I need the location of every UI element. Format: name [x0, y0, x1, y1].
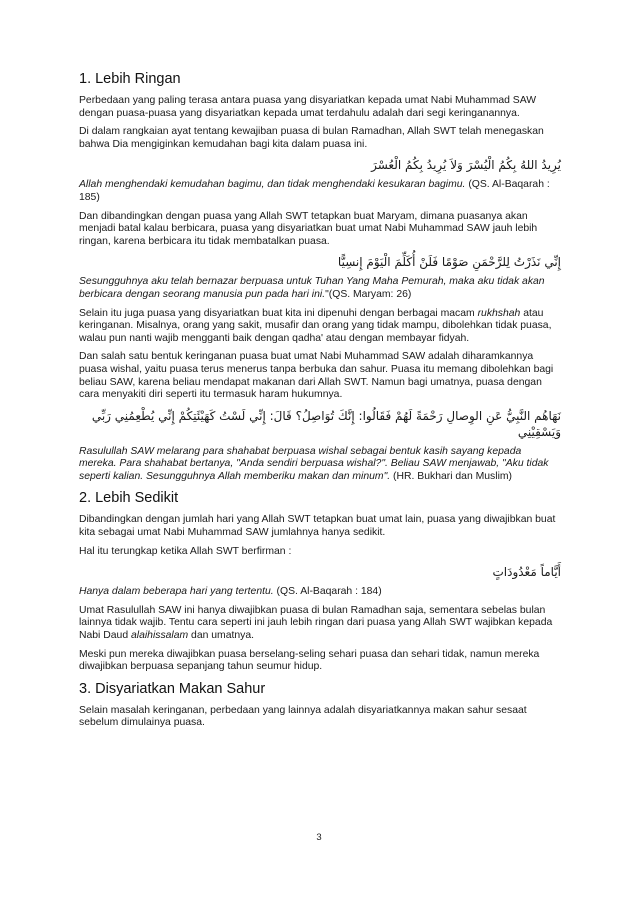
section-heading: 1. Lebih Ringan	[79, 71, 181, 87]
arabic-verse: إِنِّي نَذَرْتُ لِلرَّحْمَنِ صَوْمًا فَلَنْ أُكَلِّمَ الْيَوْمَ إِنسِيًّا	[337, 255, 561, 270]
text-span: dan umatnya.	[188, 630, 255, 642]
hadith-translation	[79, 446, 561, 484]
arabic-hadith: نَهَاهُم النَّبِيُّ عَنِ الوِصالِ رَحْمَةً لَهُمْ فَقَالُوا: إِنَّكَ تُوَاصِلُ؟ قَالَ: إِنِّي لَسْتُ كَهَيْئَتِكُمْ إِنِّي يُطْعِمُنِي رَبِّي وَيَسْقِيْنِي	[91, 408, 561, 439]
document-page	[79, 70, 561, 736]
paragraph: Perbedaan yang paling terasa antara puasa yang disyariatkan kepada umat Nabi Muhammad SAW dengan puasa-puasa yang disyariatkan kepada umat terdahulu adalah dari segi keringanannya.	[79, 95, 537, 119]
translation-text: Sesungguhnya aku telah bernazar berpuasa untuk Tuhan Yang Maha Pemurah, maka aku tidak akan berbicara dengan seorang manusia pun pada hari ini.	[79, 276, 545, 300]
arabic-verse: يُرِيدُ اللهُ بِكُمُ الْيُسْرَ وَلاَ يُرِيدُ بِكُمُ الْعُسْرَ	[371, 158, 561, 173]
hadith-reference: (HR. Bukhari dan Muslim)	[390, 470, 512, 482]
text-span: Selain itu juga puasa yang disyariatkan buat kita ini dipenuhi dengan berbagai macam	[79, 307, 478, 319]
section-makan-sahur	[79, 680, 561, 730]
paragraph: Di dalam rangkaian ayat tentang kewajiban puasa di bulan Ramadhan, Allah SWT telah menegaskan bahwa Dia mengiginkan kemudahan bagi kita dalam puasa ini.	[79, 126, 544, 150]
translation-text: Rasulullah SAW melarang para shahabat berpuasa wishal sebagai bentuk kasih sayang kepada mereka. Para shahabat bertanya, "Anda sendiri berpuasa wishal?". Beliau SAW menjawab, "Aku tidak seperti kalian. Sesungguhnya Allah memberiku makan dan minum".	[79, 445, 549, 482]
page-number: 3	[316, 832, 322, 843]
paragraph	[79, 605, 561, 643]
translation-text: Hanya dalam beberapa hari yang tertentu.	[79, 586, 274, 598]
paragraph: Meski pun mereka diwajibkan puasa berselang-seling sehari puasa dan sehari tidak, namun mereka diwajibkan berpuasa sepanjang tahun seumur hidup.	[79, 648, 540, 673]
italic-term: rukhshah	[477, 307, 521, 319]
verse-reference: (QS. Al-Baqarah : 184)	[273, 586, 382, 598]
arabic-verse: أَيَّاماً مَعْدُودَاتٍ	[492, 565, 561, 580]
translation-text: Allah menghendaki kemudahan bagimu, dan tidak menghendaki kesukaran bagimu.	[79, 179, 466, 191]
italic-term: alaihissalam	[130, 630, 189, 642]
paragraph: Dibandingkan dengan jumlah hari yang Allah SWT tetapkan buat umat lain, puasa yang diwajibkan buat kita sebagai umat Nabi Muhammad SAW jumlahnya hanya sedikit.	[79, 514, 556, 539]
section-heading: 3. Disyariatkan Makan Sahur	[79, 680, 266, 697]
paragraph: Dan dibandingkan dengan puasa yang Allah SWT tetapkan buat Maryam, dimana puasanya akan menjadi batal kalau berbicara, puasa yang disyariatkan buat umat Nabi Muhammad SAW jauh lebih ringan, karena berbicara itu tidak membatalkan puasa.	[79, 210, 538, 247]
verse-translation	[79, 276, 561, 301]
text-span: atau keringanan. Misalnya, orang yang sakit, musafir dan orang yang tidak mampu, dibolehkan tidak puasa, walau pun nanti wajib mengganti baik dengan qadha' atau dengan membayar fidyah.	[79, 307, 552, 344]
text-span: Umat Rasulullah SAW ini hanya diwajibkan puasa di bulan Ramadhan saja, sementara sebelas bulan lainnya tidak wajib. Tentu cara seperti ini jauh lebih ringan dari puasa yang Allah SWT wajibkan kepada Nabi Daud	[79, 604, 553, 642]
paragraph: Selain masalah keringanan, perbedaan yang lainnya adalah disyariatkannya makan sahur sesaat sebelum dimulainya puasa.	[79, 704, 527, 729]
section-lebih-ringan	[79, 70, 561, 483]
verse-reference: (QS. Al-Baqarah : 185)	[79, 179, 550, 203]
section-heading: 2. Lebih Sedikit	[79, 490, 179, 507]
paragraph: Hal itu terungkap ketika Allah SWT berfirman :	[79, 545, 292, 557]
section-lebih-sedikit	[79, 489, 561, 673]
paragraph	[79, 308, 561, 346]
paragraph: Dan salah satu bentuk keringanan puasa buat umat Nabi Muhammad SAW adalah diharamkannya puasa wishal, yaitu puasa terus menerus tanpa berbuka dan sahur. Puasa itu memang dibolehkan bagi beliau SAW, karena beliau mendapat makanan dari Allah SWT. Namun bagi umatnya, puasa dengan cara menyakiti diri seperti itu termasuk haram hukumnya.	[79, 351, 554, 401]
verse-translation	[79, 586, 561, 599]
verse-translation	[79, 179, 561, 204]
verse-reference: "(QS. Maryam: 26)	[325, 288, 412, 300]
